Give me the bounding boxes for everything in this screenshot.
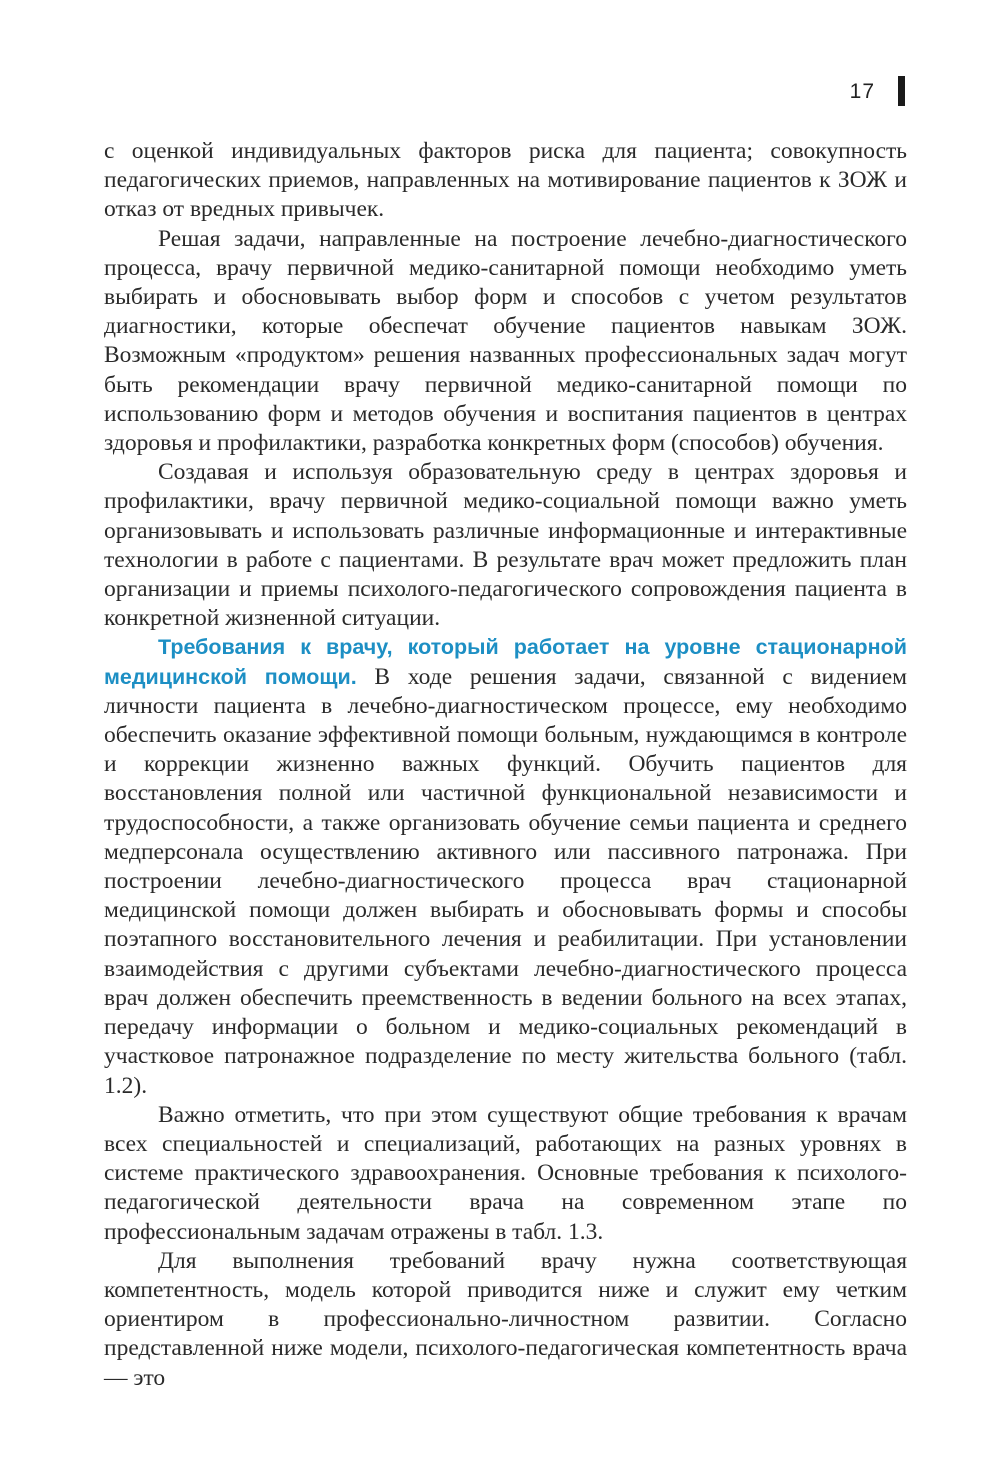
paragraph-1: с оценкой индивидуальных факторов риска для пациента; совокупность педагогических приемов, направленных на мотивирование пациентов к ЗОЖ и отказ от вредных привычек. xyxy=(104,138,907,223)
paragraph-5: Важно отметить, что при этом существуют общие требования к врачам всех специальностей и специализаций, работающих на разных уровнях в системе практического здравоохранения. Основные требования к психолого-педагогической деятельности врача на современном этапе по профессиональным задачам отражены в табл. 1.3. xyxy=(104,1101,907,1245)
paragraph-2: Решая задачи, направленные на построение лечебно-диагностического процесса, врачу первичной медико-санитарной помощи необходимо уметь выбирать и обосновывать выбор форм и способов с учетом результатов диагностики, которые обеспечат обучение пациентов навыкам ЗОЖ. Возможным «продуктом» решения названных профессиональных задач могут быть рекомендации врачу первичной медико-санитарной помощи по использованию форм и методов обучения и воспитания пациентов в центрах здоровья и профилактики, разработка конкретных форм (способов) обучения. xyxy=(104,225,907,457)
paragraph-4-text: В ходе решения задачи, связанной с видением личности пациента в лечебно-диагностическом процессе, ему необходимо обеспечить оказание эффективной помощи больным, нуждающимся в контроле и коррекции жизненно важных функций. Обучить пациентов для восстановления полной или частичной функциональной независимости и трудоспособности, а также организовать обучение семьи пациента и среднего медперсонала осуществлению активного или пассивного патронажа. При построении лечебно-диагностического процесса врач стационарной медицинской помощи должен выбирать и обосновывать формы и способы поэтапного восстановительного лечения и реабилитации. При установлении взаимодействия с другими субъектами лечебно-диагностического процесса врач должен обеспечить преемственность в ведении больного на всех этапах, передачу информации о больном и медико-социальных рекомендаций в участковое патронажное подразделение по месту жительства больного (табл. 1.2). xyxy=(104,663,908,1099)
page-number-bar xyxy=(898,76,905,106)
section-heading: Требования к врачу, который работает на уровне стационарной медицинской помощи. xyxy=(104,635,907,689)
paragraph-6: Для выполнения требований врачу нужна соответствующая компетентность, модель которой приводится ниже и служит ему четким ориентиром в профессионально-личностном развитии. Согласно представленной ниже модели, психолого-педагогическая компетентность врача — это xyxy=(104,1247,907,1391)
body-text xyxy=(104,137,907,1393)
paragraph-4 xyxy=(104,633,907,1100)
page-number: 17 xyxy=(849,80,875,103)
paragraph-3: Создавая и используя образовательную среду в центрах здоровья и профилактики, врачу первичной медико-социальной помощи важно уметь организовывать и использовать различные информационные и интерактивные технологии в работе с пациентами. В результате врач может предложить план организации и приемы психолого-педагогического сопровождения пациента в конкретной жизненной ситуации. xyxy=(104,459,907,632)
